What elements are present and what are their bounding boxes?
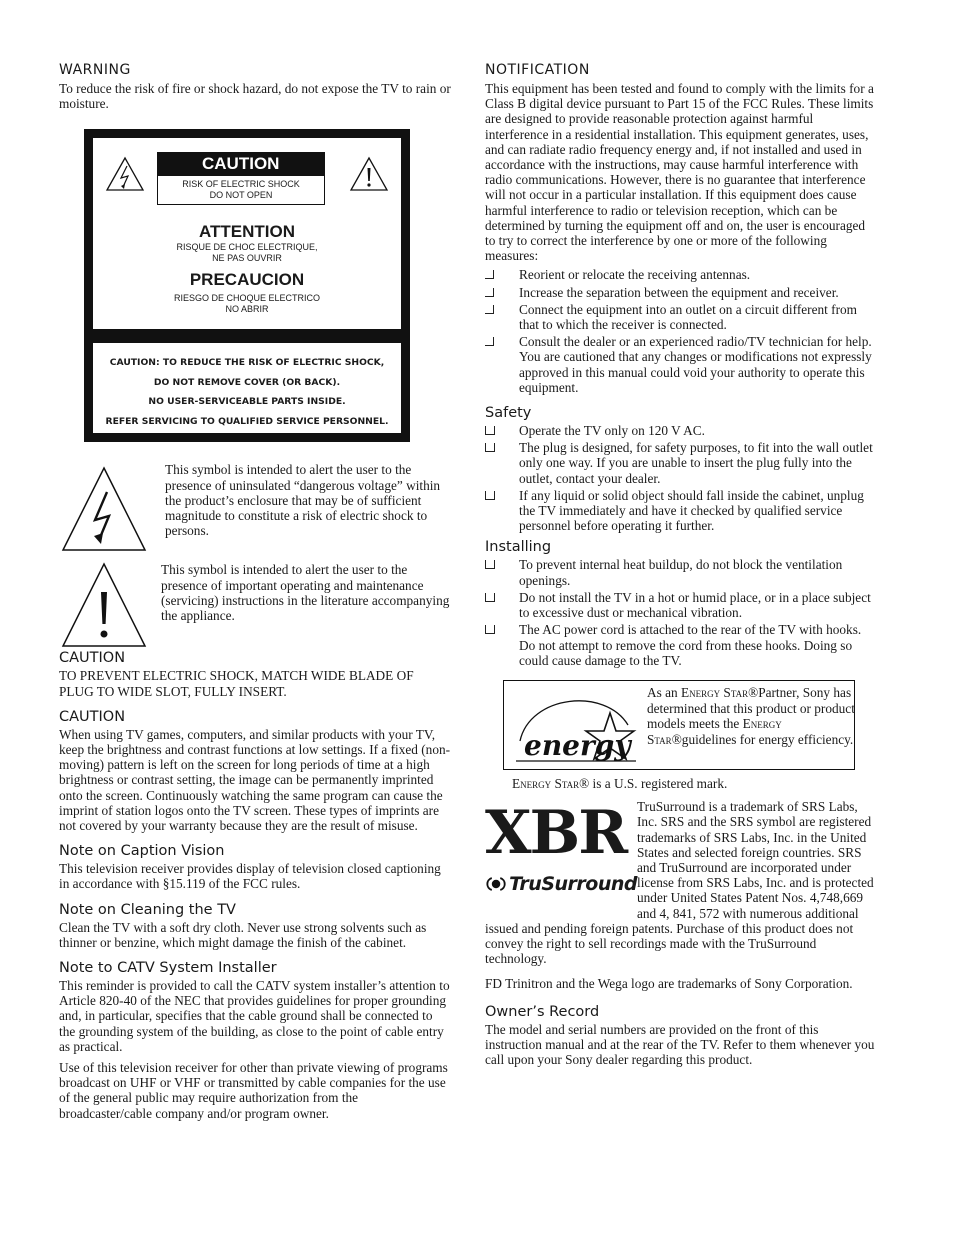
owners-record-text: The model and serial numbers are provided on the front of this instruction manual and at the rear of the TV. Refer to them whenever you call upon your Sony dealer regarding this product. [485,1021,875,1067]
checkbox-icon [485,443,495,452]
attention-title: ATTENTION [198,222,295,242]
caution-label-top [93,138,401,329]
srs-trademark-text: TruSurround is a trademark of SRS Labs, Inc. SRS and the SRS symbol are registered trademarks of SRS Labs, Inc. in the United States and selected foreign countries. SRS and TruSurround are incorporated under license from SRS Labs, Inc. and is protected under United States Patent Nos. 4,748,669 and 4, 841, 572 with numerous additional issued and pending foreign patents. Purchase of this product does not convey the right to sell recordings made with the TruSurround technology. [485,799,874,967]
energy-logo-word: energy [524,728,631,762]
attention-block [93,222,401,315]
checkbox-icon [485,560,495,569]
checkbox-icon [485,305,494,314]
notification-heading: NOTIFICATION [485,62,590,78]
caption-vision-text: This television receiver provides display of television closed captioning in accordance with §15.119 of the FCC rules. [59,861,441,892]
caution-plug-heading: CAUTION [59,650,126,667]
caution-bottom-line: REFER SERVICING TO QUALIFIED SERVICE PERSONNEL. [105,415,389,427]
safety-heading: Safety [485,405,532,422]
caution-plug-text: TO PREVENT ELECTRIC SHOCK, MATCH WIDE BLADE OF PLUG TO WIDE SLOT, FULLY INSERT. [59,668,414,699]
right-column [485,62,877,1067]
caption-vision-section [59,843,451,891]
safety-list [485,423,877,533]
caution-box [157,152,325,205]
list-item: If any liquid or solid object should fall inside the cabinet, unplug the TV immediately and have it checked by qualified service personnel before operating it further. [485,488,877,534]
list-item: Reorient or relocate the receiving antennas. [485,267,877,282]
voltage-symbol-row [59,462,451,568]
precaucion-line: RIESGO DE CHOQUE ELECTRICO [173,293,321,304]
energy-star-note: Energy Star® is a U.S. registered mark. [512,775,728,791]
caution-box-line: DO NOT OPEN [209,190,273,201]
checkbox-icon [485,491,495,500]
catv-text: Use of this television receiver for other than private viewing of programs broadcast on UHF or VHF or transmitted by cable companies for the use of the general public may require authorization from the broadcaster/cable company and/or program owner. [59,1060,448,1121]
attention-line: NE PAS OUVRIR [212,253,282,264]
voltage-warning-icon [105,156,145,192]
installing-list [485,557,877,667]
exclamation-warning-large-icon [61,562,147,648]
catv-text: This reminder is provided to call the CATV system installer’s attention to Article 820-40 of the NEC that provides guidelines for proper grounding and, in particular, specifies that the cable ground shall be connected to the grounding system of the building, as close to the point of cable entry as practical. [59,978,450,1054]
checkbox-icon [485,337,494,346]
trademark-logos [485,799,637,915]
caution-plug-section [59,650,451,698]
trusurround-logo [485,873,637,895]
caution-bottom-line: NO USER-SERVICEABLE PARTS INSIDE. [148,396,346,408]
exclamation-warning-icon [349,156,389,192]
precaucion-title: PRECAUCION [189,270,305,290]
notification-text: This equipment has been tested and found to comply with the limits for a Class B digital device pursuant to Part 15 of the FCC Rules. These limits are designed to provide reasonable protection against harmful interference in a residential installation. This equipment generates, uses, and can radiate radio frequency energy and, if not installed and used in accordance with the instructions, may cause harmful interference with radio communications. However, there is no guarantee that interference will not occur in a particular installation. If this equipment does cause harmful interference to radio or television reception, which can be determined by turning the equipment off and on, the user is encouraged to try to correct the interference by one or more of the following measures: [485,81,874,264]
trademark-section [485,799,877,991]
left-column [59,62,451,1121]
list-item: Consult the dealer or an experienced radio/TV technician for help. [485,334,877,349]
checkbox-icon [485,288,494,297]
notification-section [485,62,877,395]
caution-imprint-heading: CAUTION [59,708,126,725]
notification-closing: You are cautioned that any changes or modifications not expressly approved in this manual could void your authority to operate this equipment. [519,349,872,395]
warning-heading: WARNING [59,62,131,78]
voltage-warning-large-icon [61,466,147,552]
trusurround-wordmark: TruSurround [509,873,637,896]
cleaning-section [59,902,451,950]
caution-label-bottom [93,343,401,433]
notification-list [485,267,877,349]
caution-imprint-text: When using TV games, computers, and similar products with your TV, keep the brightness and contrast functions at low settings. If a fixed (non-moving) pattern is left on the screen for long periods of time at a high brightness or contrast setting, the image can be permanently imprinted onto the screen. Continuously watching the same program can cause the imprint of station logos onto the TV screen. These types of imprints are not covered by your warranty because they are the result of misuse. [59,726,451,834]
energy-star-box [503,680,855,770]
catv-section [59,960,451,1121]
installing-section [485,539,877,667]
caution-box-title: CAUTION [158,153,324,176]
checkbox-icon [485,426,495,435]
list-item: Do not install the TV in a hot or humid place, or in a place subject to excessive dust or mechanical vibration. [485,590,877,620]
cleaning-text: Clean the TV with a soft dry cloth. Never use strong solvents such as thinner or benzine, which might damage the finish of the cabinet. [59,919,427,950]
owners-record-heading: Owner’s Record [485,1003,600,1020]
attention-line: RISQUE DE CHOC ELECTRIQUE, [176,242,318,253]
list-item: To prevent internal heat buildup, do not block the ventilation openings. [485,557,877,587]
owners-record-section [485,1004,877,1068]
energy-star-logo-icon [510,685,640,765]
caution-imprint-section [59,709,451,833]
caution-bottom-line: DO NOT REMOVE COVER (OR BACK). [153,376,341,388]
xbr-logo: XBR [485,798,627,869]
list-item: Connect the equipment into an outlet on a circuit different from that to which the receiver is connected. [485,302,877,332]
checkbox-icon [485,593,495,602]
catv-heading: Note to CATV System Installer [59,960,277,977]
checkbox-icon [485,270,494,279]
list-item: Operate the TV only on 120 V AC. [485,423,877,438]
installing-heading: Installing [485,539,552,556]
voltage-symbol-text: This symbol is intended to alert the user to the presence of uninsulated “dangerous voltage” within the product’s enclosure that may be of sufficient magnitude to constitute a risk of electric shock to persons. [165,462,441,539]
trinitron-trademark-text: FD Trinitron and the Wega logo are trademarks of Sony Corporation. [485,976,853,992]
warning-text: To reduce the risk of fire or shock hazard, do not expose the TV to rain or moisture. [59,81,451,112]
cleaning-heading: Note on Cleaning the TV [59,901,236,918]
caption-vision-heading: Note on Caption Vision [59,843,225,860]
checkbox-icon [485,625,495,634]
caution-box-line: RISK OF ELECTRIC SHOCK [182,179,300,190]
warning-section [59,62,451,111]
safety-section [485,405,877,533]
precaucion-line: NO ABRIR [225,304,269,315]
exclamation-symbol-row [59,562,451,650]
list-item: The plug is designed, for safety purposes, to fit into the wall outlet only one way. If you are unable to insert the plug fully into the outlet, contact your dealer. [485,440,877,486]
exclamation-symbol-text: This symbol is intended to alert the user to the presence of important operating and maintenance (servicing) instructions in the literature accompanying the appliance. [161,562,450,624]
caution-bottom-line: CAUTION: TO REDUCE THE RISK OF ELECTRIC SHOCK, [109,357,385,369]
list-item: The AC power cord is attached to the rear of the TV with hooks. Do not attempt to remove the cord from these hooks. Doing so could cause damage to the TV. [485,622,877,668]
srs-symbol-icon [485,875,507,893]
list-item: Increase the separation between the equipment and receiver. [485,285,877,300]
energy-star-text: As an Energy Star®Partner, Sony has determined that this product or product models meets the Energy Star®guidelines for energy efficiency. [647,684,855,747]
caution-label [84,129,410,442]
